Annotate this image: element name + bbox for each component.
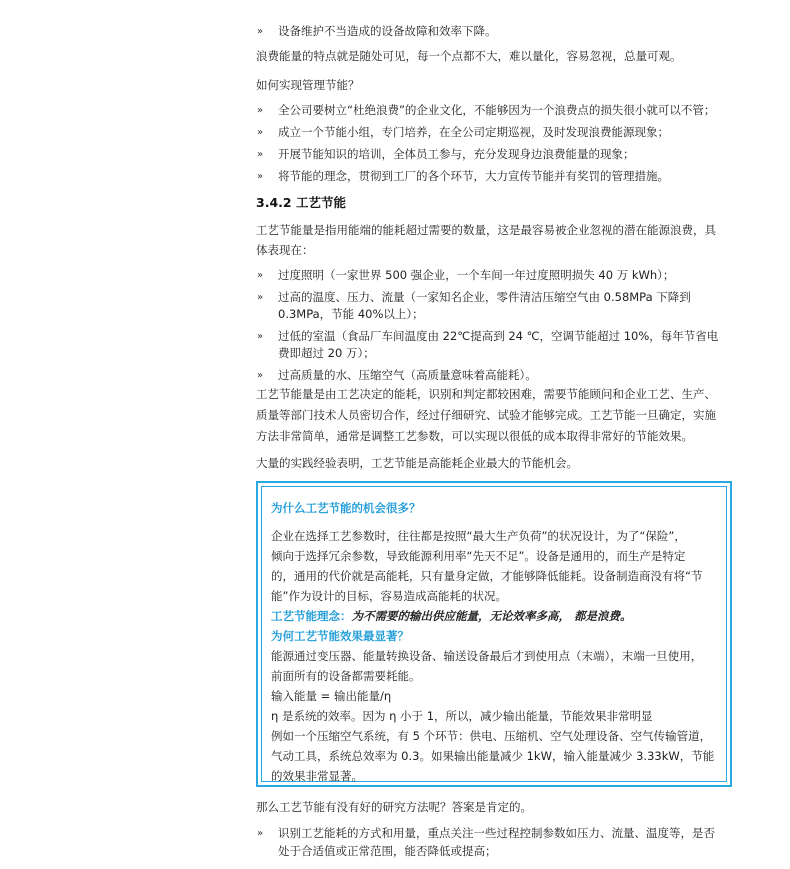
- section-heading: 3.4.2 工艺节能: [256, 195, 346, 210]
- list-item: [256, 146, 742, 164]
- paragraph-line: 方法非常简单，通常是调整工艺参数，可以实现以很低的成本取得非常好的节能效果。: [256, 429, 693, 443]
- list-item: [256, 168, 742, 186]
- bullet-marker: »: [257, 171, 264, 182]
- process-bullet-list: [256, 267, 734, 384]
- callout-box-inner: [261, 486, 727, 782]
- mgmt-bullet-list: [256, 102, 742, 186]
- bullet-marker: »: [257, 26, 264, 37]
- list-item-text: 全公司要树立“杜绝浪费”的企业文化，不能够因为一个浪费点的损失很小就可以不管；: [278, 103, 716, 117]
- list-item-text: 过高的温度、压力、流量（一家知名企业，零件清洁压缩空气由 0.58MPa 下降到: [278, 289, 691, 304]
- list-item: [256, 124, 742, 142]
- paragraph-waste: 浪费能量的特点就是随处可见，每一个点都不大，难以量化，容易忽视，总量可观。: [256, 49, 682, 63]
- list-item-text: 0.3MPa，节能 40%以上）；: [278, 307, 424, 321]
- list-item-text: 费即超过 20 万）；: [278, 346, 375, 360]
- list-item-text: 设备维护不当造成的设备故障和效率下降。: [278, 24, 497, 38]
- callout-title: 为什么工艺节能的机会很多？: [271, 501, 421, 515]
- list-item-text: 识别工艺能耗的方式和用量，重点关注一些过程控制参数如压力、流量、温度等，是否: [278, 826, 715, 840]
- list-item: [256, 23, 756, 41]
- callout-line: 倾向于选择冗余参数，导致能源利用率“先天不足”。设备是通用的，而生产是特定: [271, 549, 686, 563]
- paragraph-practice: 大量的实践经验表明，工艺节能是高能耗企业最大的节能机会。: [256, 456, 578, 470]
- list-item: [256, 267, 734, 285]
- concept-label: 工艺节能理念：: [271, 609, 352, 623]
- paragraph-method: 那么工艺节能有没有好的研究方法呢？答案是肯定的。: [256, 800, 532, 814]
- list-item-text: 开展节能知识的培训，全体员工参与，充分发现身边浪费能量的现象；: [278, 147, 635, 161]
- bullet-marker: »: [257, 270, 264, 281]
- callout-line: 企业在选择工艺参数时，往往都是按照“最大生产负荷”的状况设计，为了“保险”，: [271, 529, 686, 543]
- callout-line: 气动工具，系统总效率为 0.3。如果输出能量减少 1kW，输入能量减少 3.33kW，节能: [271, 749, 715, 763]
- callout-line: 能”作为设计的目标，容易造成高能耗的状况。: [271, 589, 507, 603]
- list-item: [256, 367, 734, 385]
- list-item: [256, 825, 756, 860]
- paragraph-mgmt-question: 如何实现管理节能？: [256, 78, 360, 92]
- concept-text: 为不需要的输出供应能量，无论效率多高， 都是浪费。: [351, 609, 632, 623]
- list-item: [256, 289, 734, 324]
- bullet-marker: »: [257, 828, 264, 839]
- list-item-text: 成立一个节能小组，专门培养，在全公司定期巡视，及时发现浪费能源现象；: [278, 125, 669, 139]
- paragraph-process-def-line1: 工艺节能量是指用能端的能耗超过需要的数量，这是最容易被企业忽视的潜在能源浪费，具: [256, 223, 716, 237]
- callout-line: η 是系统的效率。因为 η 小于 1，所以，减少输出能量，节能效果非常明显: [271, 709, 653, 723]
- paragraph-line: 工艺节能量是由工艺决定的能耗，识别和判定都较困难，需要节能顾问和企业工艺、生产、: [256, 387, 716, 401]
- list-item-text: 过低的室温（食品厂车间温度由 22℃提高到 24 ℃，空调节能超过 10%，每年节省电: [278, 328, 719, 343]
- callout-subtitle: 为何工艺节能效果最显著？: [271, 629, 409, 643]
- bullet-marker: »: [257, 369, 264, 381]
- paragraph-decided: [256, 384, 716, 447]
- list-item-text: 处于合适值或正常范围，能否降低或提高；: [278, 843, 497, 858]
- callout-line: 例如一个压缩空气系统，有 5 个环节：供电、压缩机、空气处理设备、空气传输管道，: [271, 729, 712, 743]
- bullet-marker: »: [257, 330, 264, 342]
- list-item: [256, 328, 734, 363]
- list-item-text: 过高质量的水、压缩空气（高质量意味着高能耗）。: [278, 367, 537, 382]
- bullet-marker: »: [257, 291, 264, 303]
- list-item: [256, 102, 742, 120]
- list-item-text: 过度照明（一家世界 500 强企业，一个车间一年过度照明损失 40 万 kWh）；: [278, 268, 675, 282]
- callout-line: 的效果非常显著。: [271, 769, 363, 783]
- paragraph-line: 质量等部门技术人员密切合作，经过仔细研究、试验才能够完成。工艺节能一旦确定，实施: [256, 408, 716, 422]
- callout-line: 前面所有的设备都需要耗能。: [271, 669, 421, 683]
- callout-concept: [271, 606, 717, 626]
- list-item-text: 将节能的理念，贯彻到工厂的各个环节，大力宣传节能并有奖罚的管理措施。: [278, 169, 669, 183]
- bullet-marker: »: [257, 105, 264, 116]
- callout-formula: 输入能量 = 输出能量/η: [271, 689, 392, 703]
- callout-box: [256, 481, 732, 787]
- callout-line: 的，通用的代价就是高能耗，只有量身定做，才能够降低能耗。设备制造商没有将“节: [271, 569, 703, 583]
- bullet-marker: »: [257, 127, 264, 138]
- bullet-marker: »: [257, 149, 264, 160]
- paragraph-process-def-line2: 体表现在：: [256, 243, 314, 257]
- callout-line: 能源通过变压器、能量转换设备、输送设备最后才到使用点（末端），末端一旦使用，: [271, 649, 703, 663]
